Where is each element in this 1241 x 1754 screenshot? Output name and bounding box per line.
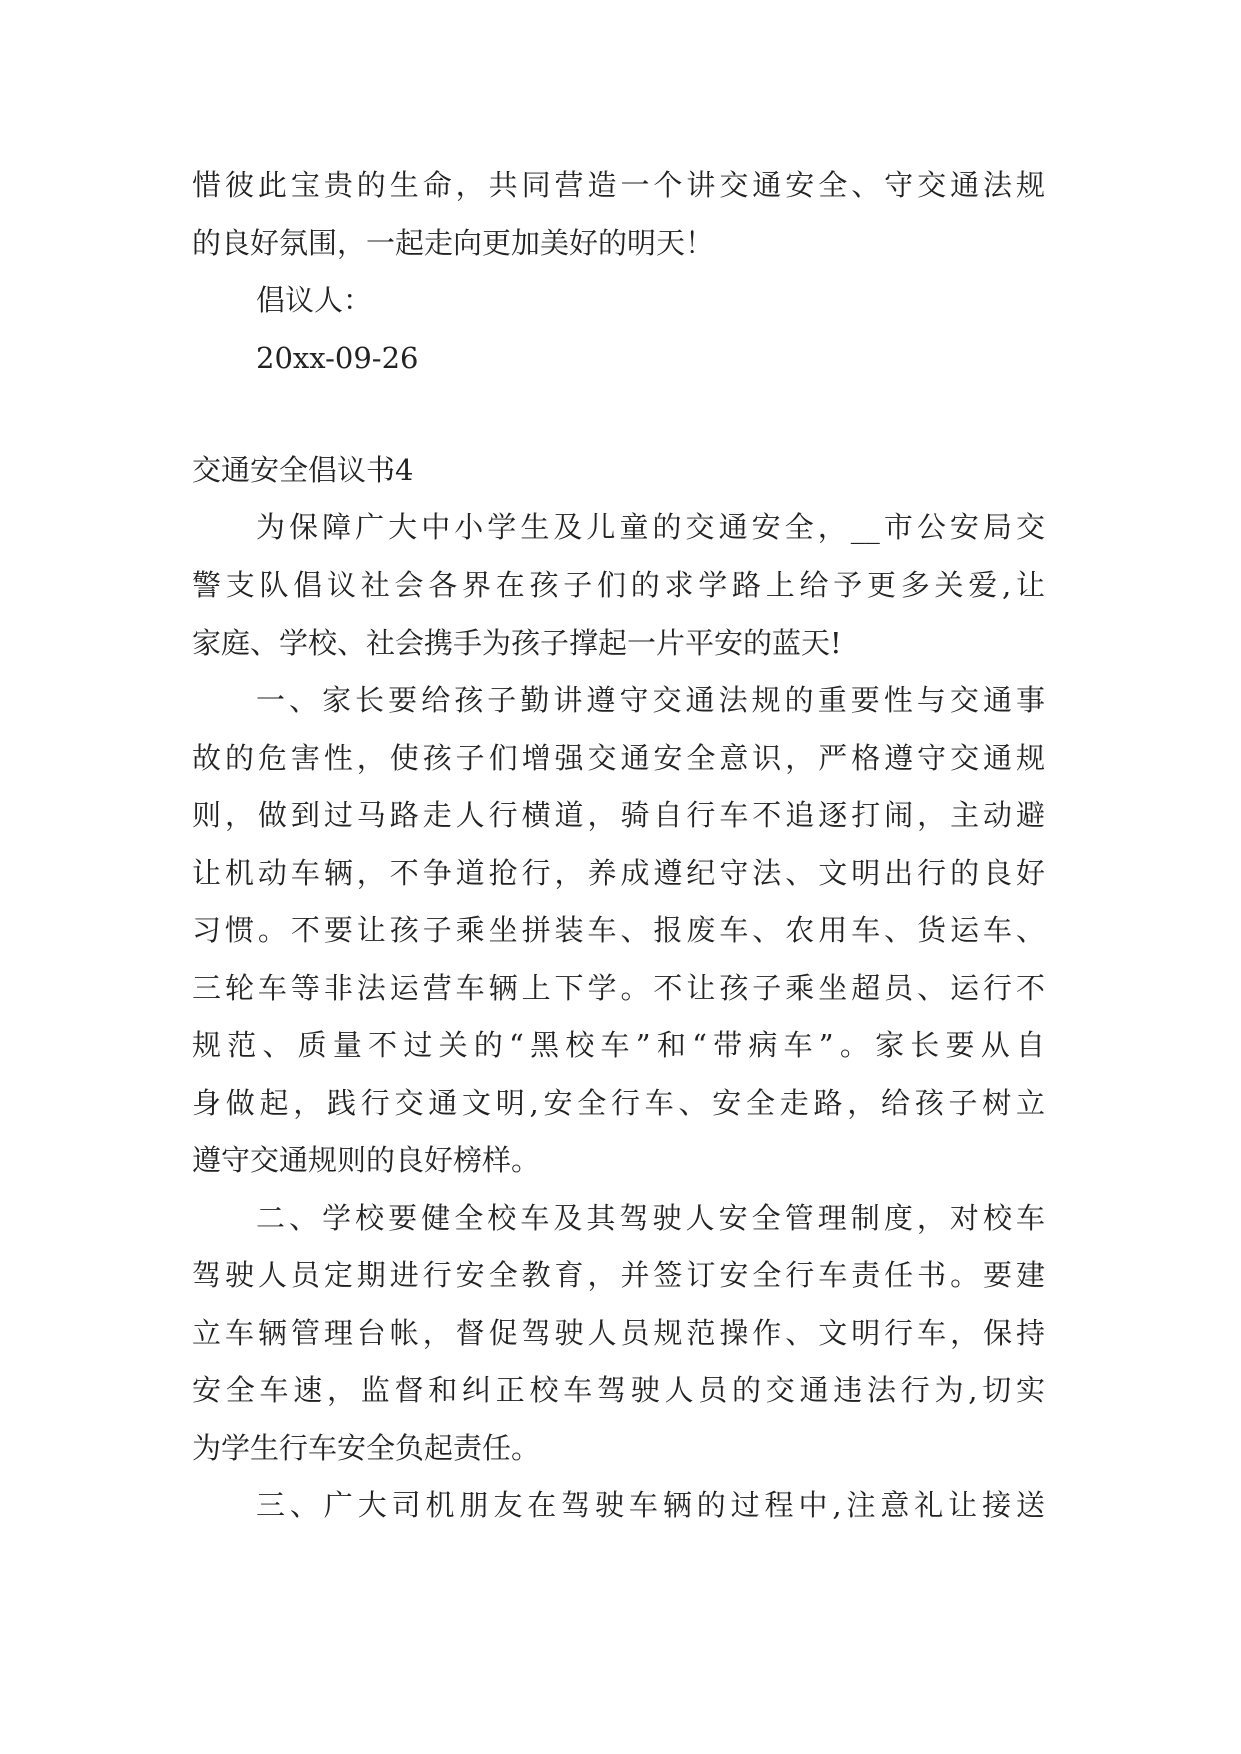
- paragraph-line: 遵守交通规则的良好榜样。: [192, 1143, 541, 1177]
- paragraph-line: 三、广大司机朋友在驾驶车辆的过程中,注意礼让接送: [256, 1488, 1045, 1522]
- paragraph-line: 习惯。不要让孩子乘坐拼装车、报废车、农用车、货运车、: [192, 913, 1045, 947]
- paragraph-line: 立车辆管理台帐，督促驾驶人员规范操作、文明行车，保持: [192, 1316, 1045, 1350]
- paragraph-line: 一、家长要给孩子勤讲遵守交通法规的重要性与交通事: [256, 683, 1045, 717]
- paragraph-line: 则，做到过马路走人行横道，骑自行车不追逐打闹，主动避: [192, 798, 1045, 832]
- proposer-label: 倡议人：: [256, 283, 373, 317]
- paragraph-line: 为学生行车安全负起责任。: [192, 1431, 541, 1465]
- paragraph-line: 为保障广大中小学生及儿童的交通安全，__市公安局交: [256, 510, 1045, 544]
- paragraph-line: 警支队倡议社会各界在孩子们的求学路上给予更多关爱,让: [192, 568, 1045, 602]
- paragraph-line: 故的危害性，使孩子们增强交通安全意识，严格遵守交通规: [192, 741, 1045, 775]
- paragraph-line: 驾驶人员定期进行安全教育，并签订安全行车责任书。要建: [192, 1258, 1045, 1292]
- section-title: 交通安全倡议书4: [192, 453, 414, 487]
- paragraph-line: 的良好氛围，一起走向更加美好的明天！: [192, 226, 715, 260]
- paragraph-line: 二、学校要健全校车及其驾驶人安全管理制度，对校车: [256, 1201, 1045, 1235]
- paragraph-line: 三轮车等非法运营车辆上下学。不让孩子乘坐超员、运行不: [192, 971, 1045, 1005]
- paragraph-line: 家庭、学校、社会携手为孩子撑起一片平安的蓝天!: [192, 626, 842, 660]
- paragraph-line: 让机动车辆，不争道抢行，养成遵纪守法、文明出行的良好: [192, 856, 1045, 890]
- paragraph-line: 身做起，践行交通文明,安全行车、安全走路，给孩子树立: [192, 1086, 1045, 1120]
- paragraph-line: 惜彼此宝贵的生命，共同营造一个讲交通安全、守交通法规: [192, 168, 1045, 202]
- date: 20xx-09-26: [256, 341, 419, 375]
- paragraph-line: 规范、质量不过关的“黑校车”和“带病车”。家长要从自: [192, 1028, 1045, 1062]
- paragraph-line: 安全车速，监督和纠正校车驾驶人员的交通违法行为,切实: [192, 1373, 1045, 1407]
